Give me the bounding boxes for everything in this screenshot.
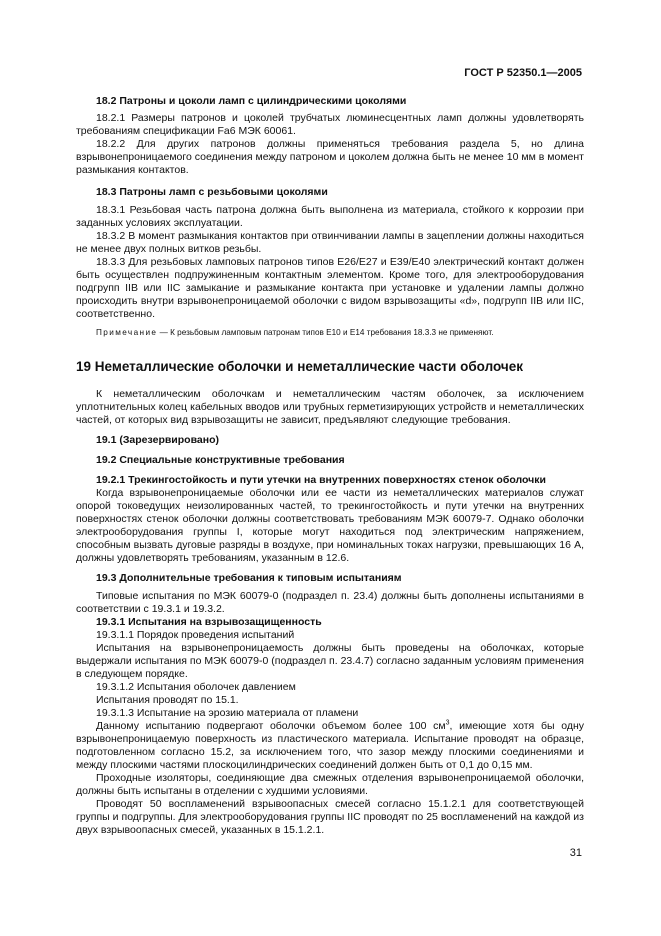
para-19-3-1-3-rest: , имеющие хотя бы одну взрывонепроницаемую поверхность из пластического материала. Испытание проводят на образце, подготовленном согласно 15.2, за исключением того, что зазор между плоскими соединениями и между плоскими частями плоскоцилиндрических соединений должен быть от 0,1 до 0,15 мм. bbox=[76, 720, 584, 771]
para-19-2-1: Когда взрывонепроницаемые оболочки или ее части из неметаллических материалов служат опорой токоведущих неизолированных частей, то трекингостойкость и пути утечки на внутренних поверхностях стенок оболочки должны соответствовать требованиям МЭК 60079-7. Однако оболочки электрооборудования группы I, которые могут находиться под электрическим напряжением, способным вызвать дуговые разряды в воздухе, при номинальных токах нагрузки, превышающих 16 А, должны удовлетворять требованиям, указанным в 12.6. bbox=[76, 487, 584, 564]
heading-19-2-1: 19.2.1 Трекингостойкость и пути утечки на внутренних поверхностях стенок оболочки bbox=[96, 474, 546, 486]
heading-18-2: 18.2 Патроны и цоколи ламп с цилиндрическими цоколями bbox=[96, 95, 407, 107]
heading-18-3: 18.3 Патроны ламп с резьбовыми цоколями bbox=[96, 186, 328, 198]
page-number: 31 bbox=[569, 847, 582, 859]
label-19-3-1-3: 19.3.1.3 Испытание на эрозию материала от пламени bbox=[96, 707, 359, 719]
label-19-3-1-1: 19.3.1.1 Порядок проведения испытаний bbox=[96, 629, 295, 641]
label-19-3-1-2: 19.3.1.2 Испытания оболочек давлением bbox=[96, 681, 296, 693]
para-19-3-1-1: Испытания на взрывонепроницаемость должны быть проведены на оболочках, которые выдержали испытания по МЭК 60079-0 (подраздел п. 23.4.7) согласно заданным условиям применения в следующем порядке. bbox=[76, 642, 584, 680]
para-18-3-3: 18.3.3 Для резьбовых ламповых патронов типов E26/E27 и E39/E40 электрический контакт должен быть осуществлен подпружиненным контактным элементом. Кроме того, для электрооборудования подгрупп IIB или IIC замыкание и размыкание контакта при установке и удалении лампы должно происходить внутри взрывонепроницаемой оболочки с видом взрывозащиты «d», подгрупп IIB или IIC, соответственно. bbox=[76, 256, 584, 320]
heading-19-3-1: 19.3.1 Испытания на взрывозащищенность bbox=[96, 616, 322, 628]
para-18-3-2: 18.3.2 В момент размыкания контактов при отвинчивании лампы в зацеплении должны находиться не менее двух полных витков резьбы. bbox=[76, 230, 584, 255]
para-18-3-1: 18.3.1 Резьбовая часть патрона должна быть выполнена из материала, стойкого к коррозии при заданных условиях эксплуатации. bbox=[76, 204, 584, 229]
para-19-intro: К неметаллическим оболочкам и неметаллическим частям оболочек, за исключением уплотнительных колец кабельных вводов или трубных герметизирующих устройств и неметаллических частей, от которых вид взрывозащиты не зависит, предъявляют следующие требования. bbox=[76, 388, 584, 426]
heading-section-19: 19 Неметаллические оболочки и неметаллические части оболочек bbox=[76, 359, 524, 374]
para-insulators: Проходные изоляторы, соединяющие два смежных отделения взрывонепроницаемой оболочки, должны быть испытаны в отделении с худшими условиями. bbox=[76, 772, 584, 797]
para-19-3: Типовые испытания по МЭК 60079-0 (подраздел п. 23.4) должны быть дополнены испытаниями в соответствии с 19.3.1 и 19.3.2. bbox=[76, 590, 584, 615]
page-content bbox=[76, 95, 584, 837]
para-19-3-1-2: Испытания проводят по 15.1. bbox=[96, 694, 239, 706]
heading-19-1: 19.1 (Зарезервировано) bbox=[96, 434, 220, 446]
heading-19-3: 19.3 Дополнительные требования к типовым испытаниям bbox=[96, 572, 402, 584]
para-19-3-1-3-start: Данному испытанию подвергают оболочки объемом более 100 см bbox=[96, 720, 446, 732]
para-19-3-1-3 bbox=[76, 720, 584, 772]
cubic-superscript: 3 bbox=[445, 719, 450, 727]
para-18-2-2: 18.2.2 Для других патронов должны применяться требования раздела 5, но длина взрывонепроницаемого соединения между патроном и цоколем должна быть не менее 10 мм в момент размыкания контактов. bbox=[76, 138, 584, 176]
para-50-ignitions: Проводят 50 воспламенений взрывоопасных смесей согласно 15.1.2.1 для соответствующей группы и подгруппы. Для электрооборудования группы IIC проводят по 25 воспламенений на каждой из двух взрывоопасных смесей, указанных в 15.1.2.1. bbox=[76, 798, 584, 836]
heading-19-2: 19.2 Специальные конструктивные требования bbox=[96, 454, 345, 466]
para-18-2-1: 18.2.1 Размеры патронов и цоколей трубчатых люминесцентных ламп должны удовлетворять требованиям спецификации Fa6 МЭК 60061. bbox=[76, 112, 584, 137]
note-18-3 bbox=[76, 327, 584, 338]
document-id-header: ГОСТ Р 52350.1—2005 bbox=[464, 67, 582, 79]
note-text: — К резьбовым ламповым патронам типов E10 и E14 требования 18.3.3 не применяют. bbox=[157, 328, 494, 337]
note-label: Примечание bbox=[96, 328, 158, 337]
